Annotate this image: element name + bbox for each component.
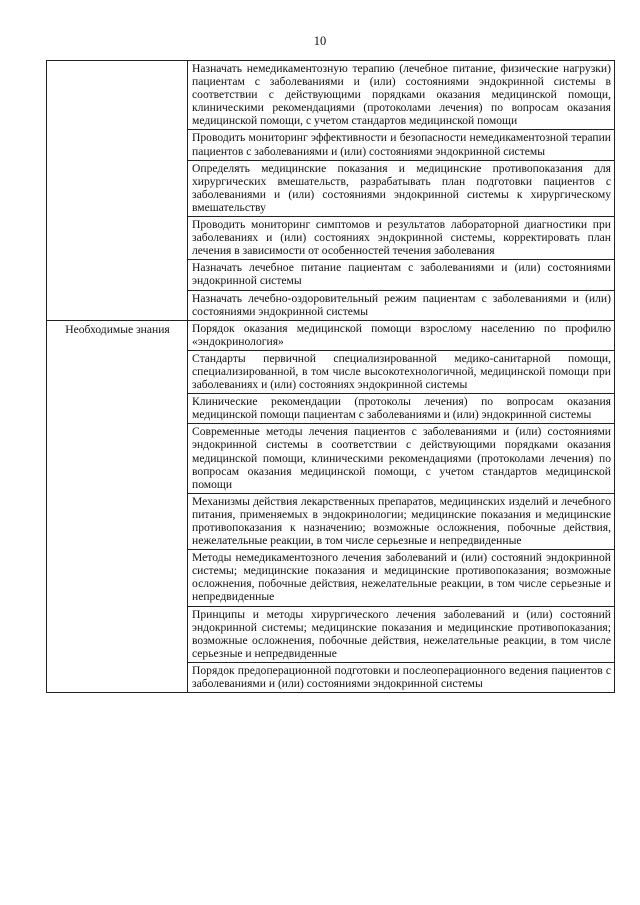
- table-cell-text: Методы немедикаментозного лечения заболеваний и (или) состояний эндокринной системы; медицинские показания и медицинские противопоказания; возможные осложнения, побочные действия, нежелательные реакции, в том числе серьезные и непредвиденные: [188, 550, 615, 606]
- page-number: 10: [313, 34, 327, 48]
- table-cell-text: Проводить мониторинг симптомов и результатов лабораторной диагностики при заболеваниях и (или) состояниях эндокринной системы, корректировать план лечения в зависимости от особенностей течения заболевания: [188, 217, 615, 260]
- table-row: [47, 61, 615, 130]
- table-cell-text: Назначать лечебно-оздоровительный режим пациентам с заболеваниями и (или) состояниями эндокринной системы: [188, 290, 615, 320]
- table-cell-text: Клинические рекомендации (протоколы лечения) по вопросам оказания медицинской помощи пациентам с заболеваниями и (или) эндокринной системы: [188, 394, 615, 424]
- table-cell-text: Современные методы лечения пациентов с заболеваниями и (или) состояниями эндокринной системы в соответствии с действующими порядками оказания медицинской помощи, клиническими рекомендациями (протоколами лечения) по вопросам оказания медицинской помощи, с учетом стандартов медицинской помощи: [188, 424, 615, 493]
- table-cell-text: Порядок предоперационной подготовки и послеоперационного ведения пациентов с заболеваниями и (или) состояниями эндокринной системы: [188, 662, 615, 692]
- table-cell-text: Стандарты первичной специализированной медико-санитарной помощи, специализированной, в том числе высокотехнологичной, медицинской помощи при заболеваниях и (или) состояниях эндокринной системы: [188, 350, 615, 393]
- table-cell-text: Назначать немедикаментозную терапию (лечебное питание, физические нагрузки) пациентам с заболеваниями и (или) состояниями эндокринной системы в соответствии с действующими порядками оказания медицинской помощи, клиническими рекомендациями (протоколами лечения) по вопросам оказания медицинской помощи, с учетом стандартов медицинской помощи: [188, 61, 615, 130]
- table-cell-text: Проводить мониторинг эффективности и безопасности немедикаментозной терапии пациентов с заболеваниями и (или) состояниями эндокринной системы: [188, 130, 615, 160]
- table-cell-text: Определять медицинские показания и медицинские противопоказания для хирургических вмешательств, разрабатывать план подготовки пациентов с заболеваниями и (или) состояниями эндокринной системы к хирургическому вмешательству: [188, 160, 615, 216]
- table-row: [47, 320, 615, 350]
- table-cell-text: Механизмы действия лекарственных препаратов, медицинских изделий и лечебного питания, применяемых в эндокринологии; медицинские показания и медицинские противопоказания к назначению; возможные осложнения, побочные действия, нежелательные реакции, в том числе серьезные и непредвиденные: [188, 493, 615, 549]
- table-cell-text: Назначать лечебное питание пациентам с заболеваниями и (или) состояниями эндокринной системы: [188, 260, 615, 290]
- section-label-necessary-knowledge: Необходимые знания: [47, 320, 188, 692]
- section-label-cell: [47, 61, 188, 321]
- table-cell-text: Принципы и методы хирургического лечения заболеваний и (или) состояний эндокринной системы; медицинские показания и медицинские противопоказания; возможные осложнения, побочные действия, нежелательные реакции, в том числе серьезные и непредвиденные: [188, 606, 615, 662]
- competency-table: [46, 60, 615, 693]
- table-cell-text: Порядок оказания медицинской помощи взрослому населению по профилю «эндокринология»: [188, 320, 615, 350]
